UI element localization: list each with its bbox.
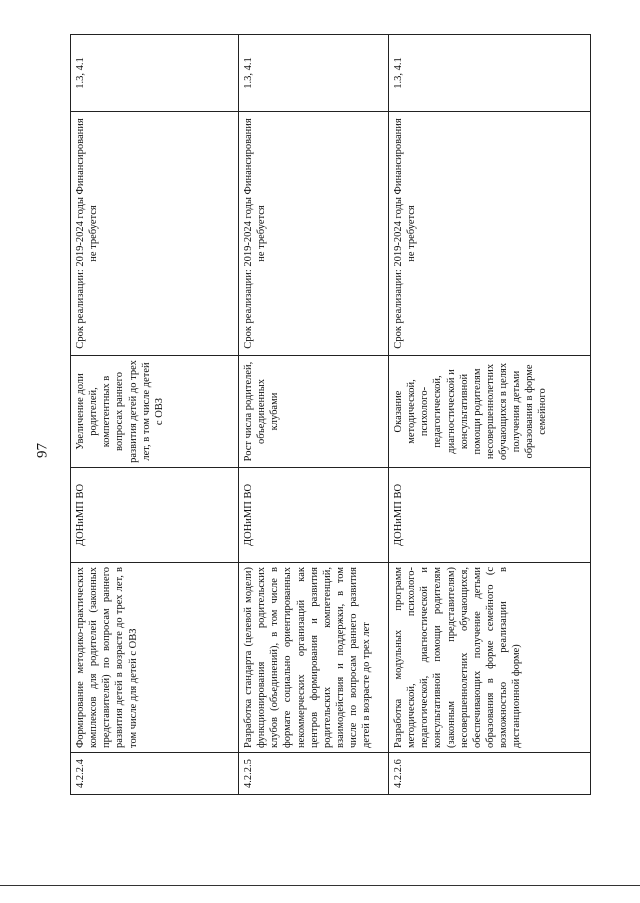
row-number: 4.2.2.4	[71, 753, 239, 795]
row-number: 4.2.2.5	[239, 753, 389, 795]
result-cell: Увеличение доли родителей, компетентных в вопросах раннего развития детей до трех лет, в том числе детей с ОВЗ	[71, 356, 239, 468]
responsible-cell: ДОНиМП ВО	[71, 468, 239, 563]
row-number: 4.2.2.6	[389, 753, 591, 795]
refs-cell: 1.3, 4.1	[71, 35, 239, 112]
rotated-table-container	[70, 35, 590, 795]
responsible-cell: ДОНиМП ВО	[389, 468, 591, 563]
page-bottom-rule	[0, 885, 640, 886]
table-row	[389, 35, 591, 795]
activity-cell: Формирование методико-практических комплексов для родителей (законных представителей) по вопросам раннего развития детей в возрасте до трех лет, в том числе для детей с ОВЗ	[71, 563, 239, 753]
table-row	[71, 35, 239, 795]
table-row	[239, 35, 389, 795]
terms-cell: Срок реализации: 2019-2024 годы Финансирования не требуется	[71, 112, 239, 356]
activity-cell: Разработка модульных программ методической, психолого-педагогической, диагностической и консультативной помощи родителям (законным представителям) несовершеннолетних обучающихся, обеспечивающих получение детьми образования в форме семейного (с возможностью реализации в дистанционной форме)	[389, 563, 591, 753]
result-cell: Рост числа родителей, объединенных клубами	[239, 356, 389, 468]
page-number: 97	[34, 443, 51, 458]
responsible-cell: ДОНиМП ВО	[239, 468, 389, 563]
refs-cell: 1.3, 4.1	[389, 35, 591, 112]
activity-cell: Разработка стандарта (целевой модели) функционирования родительских клубов (объединений), в том числе в формате социально ориентированных некоммерческих организаций как центров формирования и развития родительских компетенций, взаимодействия и поддержки, в том числе по вопросам раннего развития детей в возрасте до трех лет	[239, 563, 389, 753]
terms-cell: Срок реализации: 2019-2024 годы Финансирования не требуется	[239, 112, 389, 356]
terms-cell: Срок реализации: 2019-2024 годы Финансирования не требуется	[389, 112, 591, 356]
measures-table	[70, 34, 591, 795]
refs-cell: 1.3, 4.1	[239, 35, 389, 112]
result-cell: Оказание методической, психолого-педагогической, диагностической и консультативной помощи родителям несовершеннолетних обучающихся в целях получения детьми образования в форме семейного	[389, 356, 591, 468]
